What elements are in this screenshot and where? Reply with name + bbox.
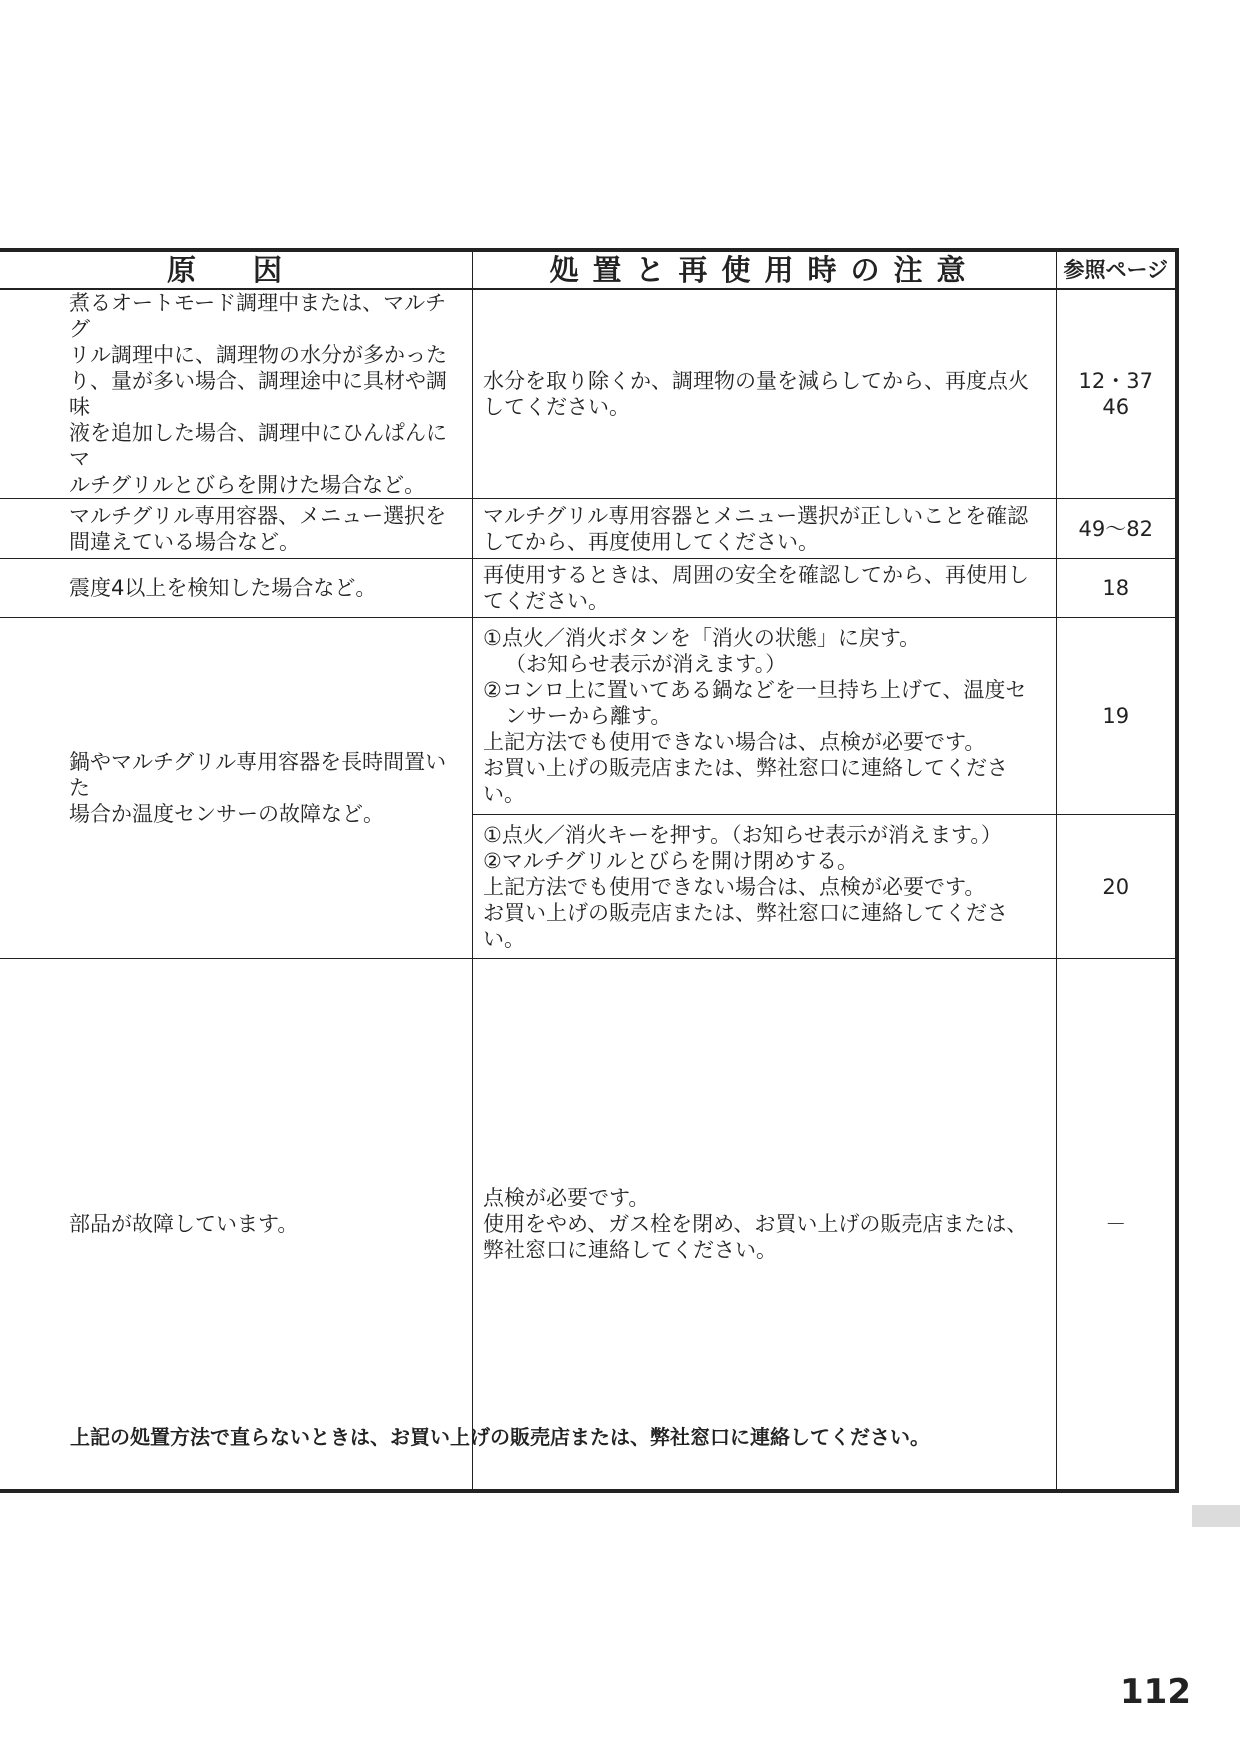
footer-note: 上記の処置方法で直らないときは、お買い上げの販売店または、弊社窓口に連絡してください。 [70, 1425, 930, 1449]
cause-line: り、量が多い場合、調理途中に具材や調味 [69, 369, 447, 419]
action-cell [473, 959, 1057, 1491]
cause-line: 間違えている場合など。 [69, 529, 300, 554]
action-cell [473, 289, 1057, 499]
side-index-tab [1192, 1505, 1240, 1527]
header-action: 処置と再使用時の注意 [473, 250, 1057, 289]
ref-cell: 20 [1057, 815, 1177, 959]
table-row [0, 289, 1177, 499]
action-line: 水分を取り除くか、調理物の量を減らしてから、再度点火 [483, 369, 1029, 393]
action-cell [473, 618, 1057, 815]
troubleshooting-table [0, 248, 1179, 1493]
action-cell [473, 815, 1057, 959]
table-row [0, 618, 1177, 815]
action-line: お買い上げの販売店または、弊社窓口に連絡してください。 [483, 756, 1008, 806]
action-cell [473, 559, 1057, 618]
action-line: ②マルチグリルとびらを開け閉めする。 [483, 848, 858, 873]
header-ref: 参照ページ [1057, 250, 1177, 289]
header-cause: 原 因 [0, 250, 473, 289]
action-line: （お知らせ表示が消えます。） [505, 652, 787, 676]
cause-line: マルチグリル専用容器、メニュー選択を [69, 503, 447, 528]
cause-line: ルチグリルとびらを開けた場合など。 [69, 473, 426, 497]
action-line: マルチグリル専用容器とメニュー選択が正しいことを確認 [483, 503, 1029, 528]
ref-page: 12・37 [1078, 369, 1153, 393]
cause-cell [0, 618, 473, 959]
action-line: 点検が必要です。 [483, 1185, 650, 1210]
action-line: 上記方法でも使用できない場合は、点検が必要です。 [483, 730, 986, 754]
cause-line: 場合か温度センサーの故障など。 [69, 802, 384, 826]
action-line: ンサーから離す。 [505, 704, 672, 728]
table-row [0, 559, 1177, 618]
action-line: ②コンロ上に置いてある鍋などを一旦持ち上げて、温度セ [483, 678, 1027, 702]
action-line: 再使用するときは、周囲の安全を確認してから、再使用し [483, 563, 1029, 587]
ref-page: 46 [1102, 395, 1130, 419]
action-line: ①点火／消火ボタンを「消火の状態」に戻す。 [483, 626, 921, 650]
action-line: ①点火／消火キーを押す。（お知らせ表示が消えます。） [483, 822, 1002, 847]
action-cell [473, 499, 1057, 559]
table-row [0, 499, 1177, 559]
ref-cell: 19 [1057, 618, 1177, 815]
table-header-row [0, 250, 1177, 289]
cause-line: 液を追加した場合、調理中にひんぱんにマ [69, 421, 447, 471]
action-line: してから、再度使用してください。 [483, 529, 819, 554]
action-line: 弊社窓口に連絡してください。 [483, 1237, 777, 1262]
ref-cell: 18 [1057, 559, 1177, 618]
cause-line: リル調理中に、調理物の水分が多かった [69, 343, 447, 367]
action-line: 使用をやめ、ガス栓を閉め、お買い上げの販売店または、 [483, 1211, 1028, 1236]
ref-cell: － [1057, 959, 1177, 1491]
action-line: てください。 [483, 589, 609, 613]
ref-cell: 49〜82 [1057, 499, 1177, 559]
cause-cell [0, 289, 473, 499]
cause-line: 煮るオートモード調理中または、マルチグ [69, 291, 447, 341]
cause-cell [0, 499, 473, 559]
cause-cell: 震度4以上を検知した場合など。 [0, 559, 473, 618]
page-number: 112 [1120, 1672, 1191, 1712]
action-line: お買い上げの販売店または、弊社窓口に連絡してください。 [483, 900, 1008, 951]
action-line: 上記方法でも使用できない場合は、点検が必要です。 [483, 874, 986, 899]
action-line: してください。 [483, 395, 630, 419]
cause-cell: 部品が故障しています。 [0, 959, 473, 1491]
cause-line: 鍋やマルチグリル専用容器を長時間置いた [69, 750, 447, 800]
table-row [0, 959, 1177, 1491]
ref-cell [1057, 289, 1177, 499]
